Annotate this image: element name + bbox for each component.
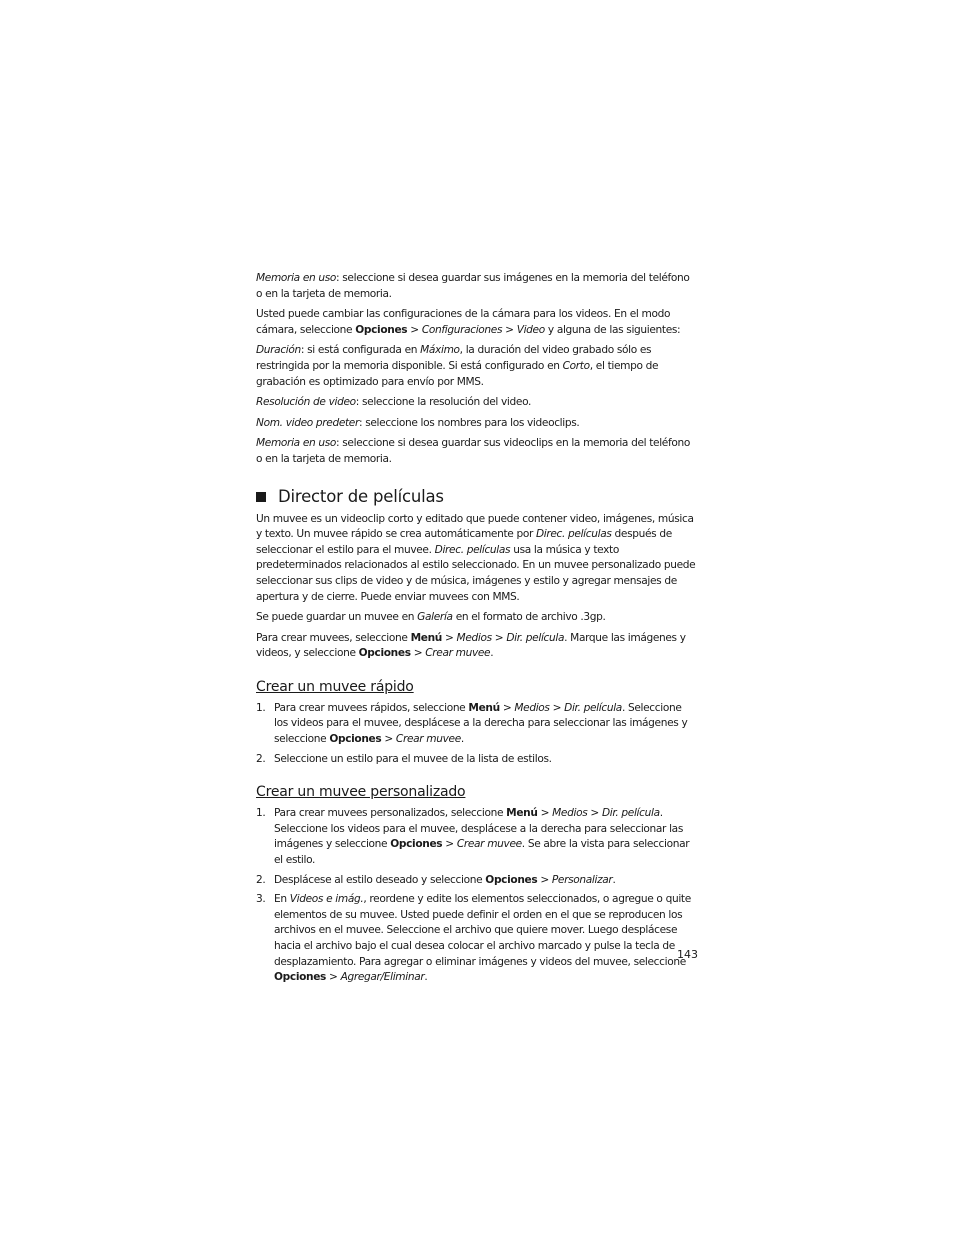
text-run: Desplácese al estilo deseado y seleccione (274, 873, 486, 886)
italic-term: Nom. video predeter (256, 416, 359, 429)
italic-term: Dir. película (506, 631, 565, 644)
bold-term: Opciones (358, 647, 411, 660)
text-run: Para crear muvees, seleccione (256, 631, 411, 644)
steps-list-quick (256, 701, 698, 767)
bold-term: Menú (410, 631, 442, 644)
step-number: 1. (256, 701, 266, 714)
text-run: : seleccione si desea guardar sus imágenes en la memoria del teléfono o en la tarjeta de memoria. (256, 272, 690, 300)
text-run: : si está configurada en (300, 344, 421, 357)
italic-term: Agregar/Eliminar (340, 971, 425, 984)
bold-term: Menú (468, 701, 500, 714)
italic-term: Personalizar (551, 873, 613, 886)
text-run: Para crear muvees personalizados, seleccione (274, 807, 507, 820)
steps-list-custom (256, 806, 698, 986)
italic-term: Configuraciones (421, 323, 503, 336)
step-number: 3. (256, 893, 266, 906)
italic-term: Resolución de video (256, 396, 356, 409)
text-run: > (499, 701, 515, 714)
italic-term: Dir. película (601, 807, 660, 820)
paragraph (256, 631, 698, 662)
text-run: > (491, 631, 507, 644)
text-run: > (549, 701, 565, 714)
italic-term: Crear muvee (425, 647, 491, 660)
text-run: > (410, 647, 426, 660)
text-run: en el formato de archivo .3gp. (452, 611, 606, 624)
text-run: Seleccione un estilo para el muvee de la lista de estilos. (274, 752, 552, 765)
bold-term: Opciones (355, 323, 408, 336)
italic-term: Crear muvee (395, 733, 461, 746)
italic-term: Medios (456, 631, 492, 644)
italic-term: Galería (417, 611, 453, 624)
paragraph (256, 395, 698, 411)
italic-term: Duración (256, 344, 301, 357)
list-item (256, 806, 698, 868)
italic-term: Direc. películas (434, 543, 511, 556)
text-run: . (612, 873, 616, 886)
page-number: 143 (677, 948, 698, 961)
paragraph (256, 436, 698, 467)
step-text (274, 702, 687, 745)
paragraph (256, 610, 698, 626)
step-text (274, 874, 615, 886)
text-run: Para crear muvees rápidos, seleccione (274, 701, 469, 714)
italic-term: Medios (514, 701, 550, 714)
section-title: Director de películas (278, 486, 444, 506)
paragraph (256, 343, 698, 390)
bold-term: Opciones (390, 838, 443, 851)
italic-term: Máximo (420, 344, 460, 357)
text-run: . (460, 733, 464, 746)
text-run: . Marque las imágenes y videos, y seleccione (256, 631, 686, 660)
text-run: . (490, 647, 494, 660)
paragraph (256, 271, 698, 302)
text-run: , reordene y edite los elementos seleccionados, o agregue o quite elementos de su muvee. Usted puede definir el orden en el que se reproducen los archivos en el muvee. Seleccione el archivo que quiere mover. Luego desplácese hacia el archivo bajo el cual desea colocar el archivo marcado y pulse la tecla de desplazamiento. Para agregar o eliminar imágenes y videos del muvee, seleccione (274, 893, 691, 968)
list-item (256, 873, 698, 889)
text-run: En (274, 893, 290, 906)
step-text (274, 893, 691, 983)
text-run: > (587, 807, 602, 820)
text-run: y alguna de las siguientes: (544, 323, 681, 336)
italic-term: Memoria en uso (256, 272, 337, 284)
text-run: . Seleccione los videos para el muvee, desplácese a la derecha para seleccionar las imágenes y seleccione (274, 701, 688, 746)
paragraph (256, 307, 698, 338)
section-heading (256, 487, 698, 507)
paragraph (256, 416, 698, 432)
text-run: > (442, 838, 457, 851)
text-run: : seleccione si desea guardar sus videoclips en la memoria del teléfono o en la tarjeta de memoria. (256, 437, 690, 465)
intro-block (256, 271, 698, 468)
square-bullet-icon (256, 492, 266, 502)
italic-term: Crear muvee (456, 838, 522, 851)
text-run: > (537, 873, 552, 886)
list-item (256, 892, 698, 986)
text-run: > (326, 971, 341, 984)
page-content (256, 271, 698, 991)
text-run: . Seleccione los videos para el muvee, desplácese a la derecha para seleccionar las imágenes y seleccione (274, 807, 683, 851)
step-text (274, 753, 552, 765)
text-run: > (407, 323, 422, 336)
text-run: > (441, 631, 457, 644)
text-run: Un muvee es un videoclip corto y editado que puede contener video, imágenes, música y texto. Un muvee rápido se crea automáticamente por (256, 512, 694, 541)
italic-term: Direc. películas (535, 528, 612, 541)
step-number: 1. (256, 807, 266, 820)
italic-term: Videos e imág. (289, 893, 364, 906)
text-run: : seleccione los nombres para los videoclips. (358, 416, 580, 429)
bold-term: Opciones (329, 733, 382, 746)
paragraph (256, 512, 698, 606)
text-run: , la duración del video grabado sólo es restringida por la memoria disponible. Si está configurado en (256, 344, 652, 372)
text-run: > (502, 323, 517, 336)
text-run: usa la música y texto predeterminados relacionados al estilo seleccionado. En un muvee personalizado puede seleccionar sus clips de video y de música, imágenes y estilo y agregar mensajes de apertura y de cierre. Puede enviar muvees con MMS. (256, 543, 696, 603)
step-number: 2. (256, 873, 266, 886)
text-run: > (537, 807, 553, 820)
italic-term: Corto (562, 359, 590, 372)
list-item (256, 752, 698, 768)
italic-term: Video (516, 323, 545, 336)
bold-term: Opciones (485, 873, 538, 886)
text-run: , el tiempo de grabación es optimizado para envío por MMS. (256, 359, 659, 388)
step-number: 2. (256, 752, 266, 765)
text-run: . (424, 971, 428, 984)
subheading-custom-muvee: Crear un muvee personalizado (256, 784, 466, 801)
text-run: . Se abre la vista para seleccionar el estilo. (274, 838, 690, 867)
subheading-quick-muvee: Crear un muvee rápido (256, 678, 414, 695)
list-item (256, 701, 698, 748)
text-run: Se puede guardar un muvee en (256, 611, 418, 624)
italic-term: Memoria en uso (256, 437, 337, 450)
text-run: Usted puede cambiar las configuraciones de la cámara para los videos. En el modo cámara, seleccione (256, 308, 671, 336)
italic-term: Medios (552, 807, 588, 820)
text-run: después de seleccionar el estilo para el muvee. (256, 528, 672, 556)
text-run: > (381, 733, 396, 746)
bold-term: Menú (506, 807, 538, 820)
text-run: : seleccione la resolución del video. (355, 396, 532, 409)
italic-term: Dir. película (564, 701, 622, 714)
step-text (274, 807, 689, 866)
bold-term: Opciones (274, 971, 327, 984)
